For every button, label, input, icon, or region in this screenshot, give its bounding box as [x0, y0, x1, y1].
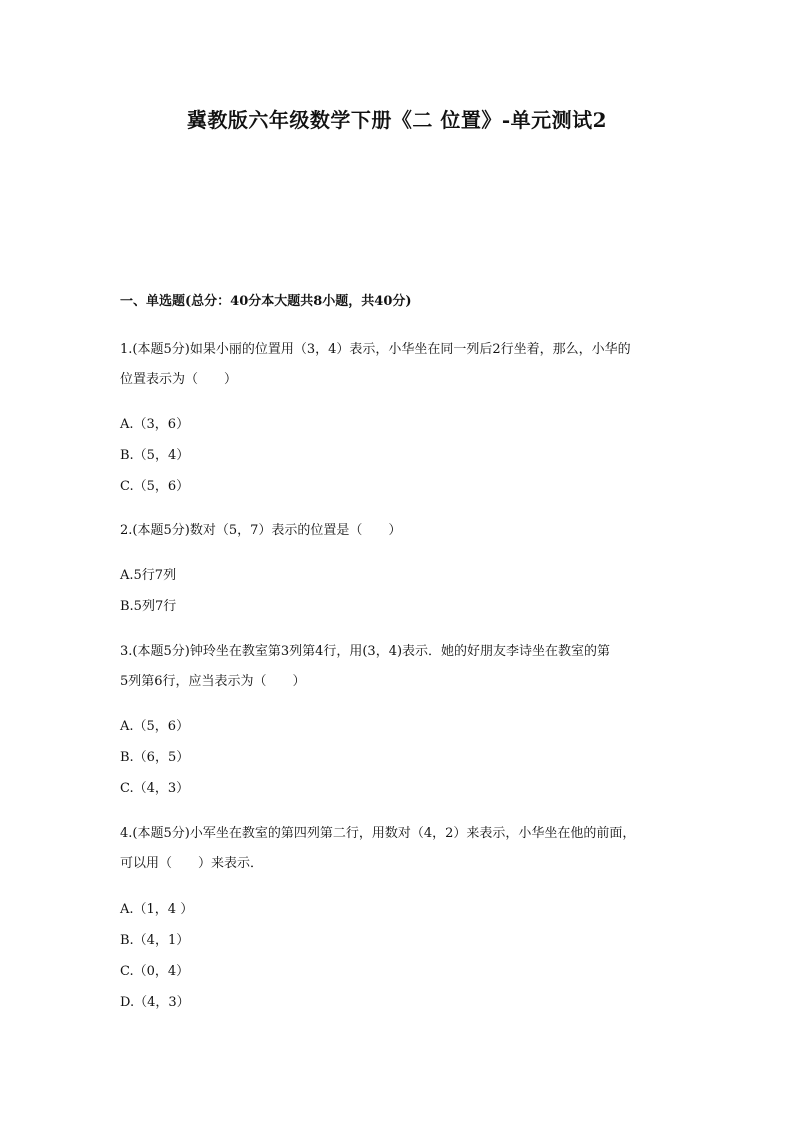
page-title: 冀教版六年级数学下册《二 位置》-单元测试2 [186, 108, 608, 132]
question-2-option-a: A.5行7列 [120, 568, 177, 583]
question-1-option-b: B.（5，4） [120, 448, 190, 463]
question-4-stem-line-2: 可以用（ ）来表示． [120, 856, 264, 871]
question-1-stem-line-2: 位置表示为（ ） [120, 372, 238, 387]
question-2-option-b: B.5列7行 [120, 599, 177, 614]
question-4-option-a: A.（1，4 ） [120, 902, 194, 917]
question-1-option-c: C.（5，6） [120, 479, 190, 494]
question-3-option-a: A.（5，6） [120, 719, 190, 734]
question-3-stem-line-1: 3.(本题5分)钟玲坐在教室第3列第4行，用(3，4)表示．她的好朋友李诗坐在教室的第 [120, 644, 611, 659]
section-heading: 一、单选题(总分：40分本大题共8小题，共40分) [120, 294, 412, 309]
question-1-option-a: A.（3，6） [120, 417, 190, 432]
question-4-option-b: B.（4，1） [120, 933, 190, 948]
question-1-stem-line-1: 1.(本题5分)如果小丽的位置用（3，4）表示，小华坐在同一列后2行坐着，那么，小华的 [120, 342, 631, 357]
question-4-stem-line-1: 4.(本题5分)小军坐在教室的第四列第二行，用数对（4，2）来表示，小华坐在他的前面， [120, 826, 636, 841]
question-3-option-b: B.（6，5） [120, 750, 190, 765]
question-3-stem-line-2: 5列第6行，应当表示为（ ） [120, 674, 306, 689]
question-4-option-d: D.（4，3） [120, 995, 190, 1010]
question-4-option-c: C.（0，4） [120, 964, 190, 979]
question-3-option-c: C.（4，3） [120, 781, 190, 796]
question-2-stem-line-1: 2.(本题5分)数对（5，7）表示的位置是（ ） [120, 523, 402, 538]
